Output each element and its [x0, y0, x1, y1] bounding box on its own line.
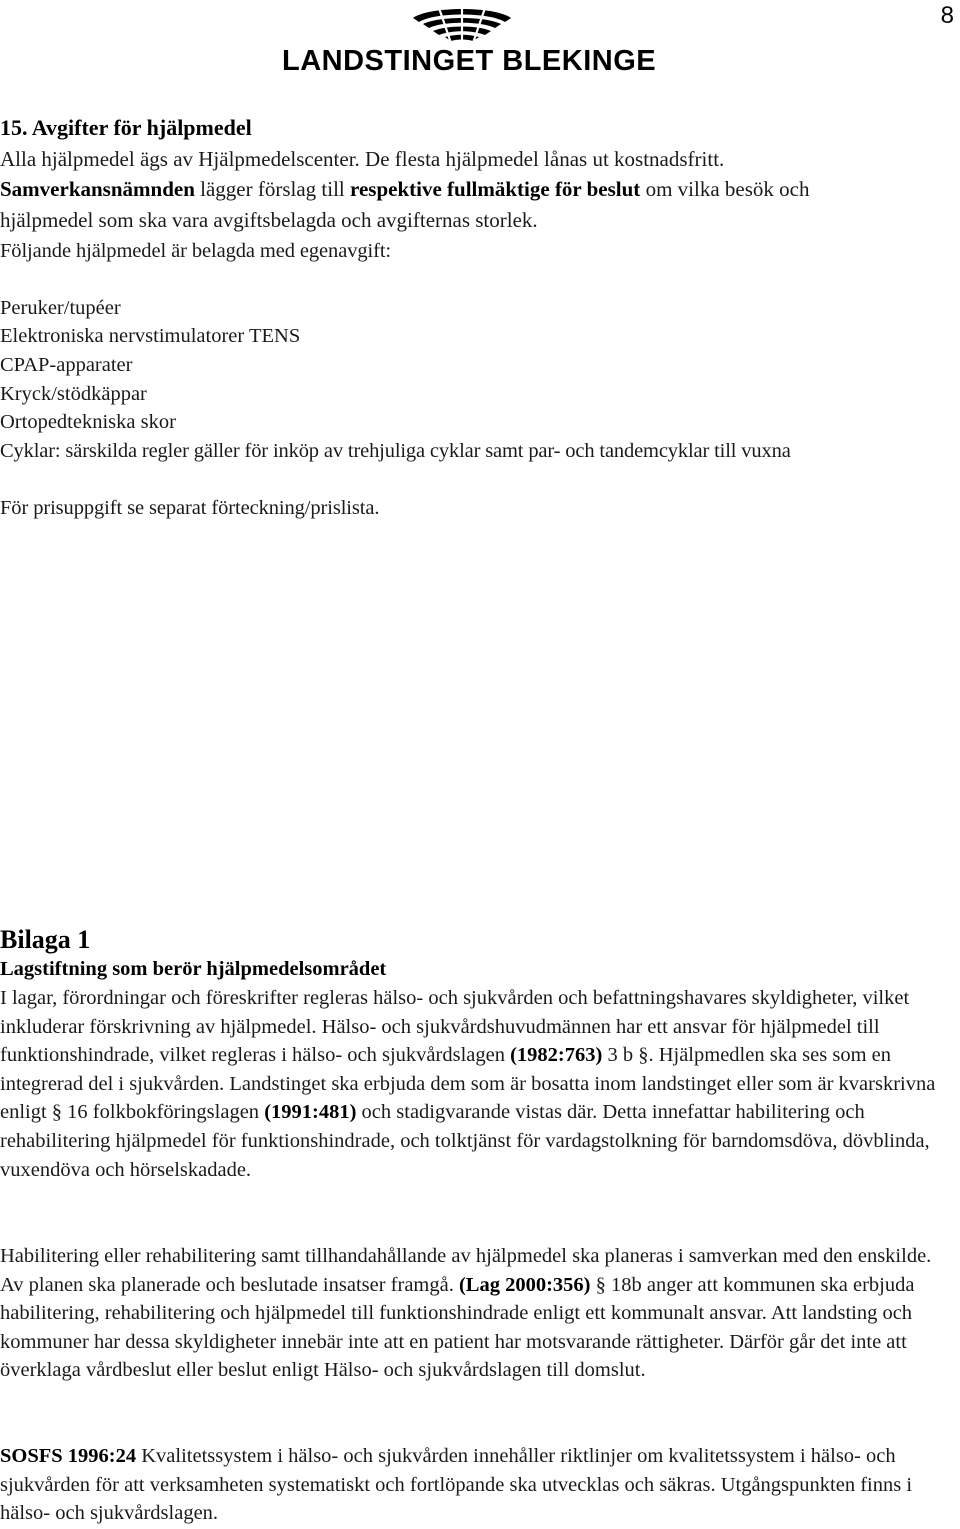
bilaga-subtitle: Lagstiftning som berör hjälpmedelsområdet	[0, 958, 387, 980]
list-item: Peruker/tupéer	[0, 297, 121, 319]
p1-text-d: och stadigvarande vistas där. Detta innefattar habilitering och rehabilitering hjälpmedel för funktionshindrade, och tolktjänst för vardagstolkning för barndomsdöva, dövblinda, vuxendöva och hörselskadade.	[0, 1101, 930, 1181]
p1-text-c: 3 b §. Hjälpmedlen ska ses som en integrerad del i sjukvården. Landstinget ska erbjuda dem som är bosatta inom landstinget eller som är kvarskrivna enligt § 16 folkbokföringslagen	[0, 1044, 936, 1124]
p2-text-c: § 18b anger att kommunen ska erbjuda habilitering, rehabilitering och hjälpmedel till funktionshindrade enligt ett kommunalt ansvar. Att landsting och kommuner har dessa skyldigheter innebär inte att en patient har motsvarande rättigheter. Därför går det inte att överklaga vårdbeslut eller beslut enligt Hälso- och sjukvårdslagen till domslut.	[0, 1273, 915, 1382]
bilaga-title: Bilaga 1	[0, 925, 91, 954]
list-item: Elektroniska nervstimulatorer TENS	[0, 325, 301, 347]
sosfs-ref: SOSFS 1996:24	[0, 1445, 137, 1467]
list-item: CPAP-apparater	[0, 354, 133, 376]
list-item: Kryck/stödkäppar	[0, 383, 147, 405]
p1-text-a: I lagar, förordningar och föreskrifter regleras hälso- och sjukvården och befattningshavares skyldigheter, vilket inkluderar förskrivning av hjälpmedel. Hälso- och sjukvårdshuvudmännen har ett ansvar för hjälpmedel till funktionshindrade, vilket regleras i hälso- och sjukvårdslagen	[0, 987, 910, 1067]
bilaga-paragraph-3	[0, 1442, 958, 1528]
law-ref-1991-481: (1991:481)	[264, 1101, 357, 1124]
section-15-heading: 15. Avgifter för hjälpmedel	[0, 115, 252, 140]
samverkansnamnden-term: Samverkansnämnden	[0, 177, 195, 201]
section-15-line-1: Alla hjälpmedel ägs av Hjälpmedelscenter. De flesta hjälpmedel lånas ut kostnadsfritt.	[0, 147, 725, 171]
page-number: 8	[940, 2, 954, 29]
logo-text: LANDSTINGET BLEKINGE	[282, 45, 657, 77]
bilaga-paragraph-2	[0, 1242, 958, 1385]
egenavgift-intro: Följande hjälpmedel är belagda med egenavgift:	[0, 240, 392, 262]
list-item: Cyklar: särskilda regler gäller för inköp av trehjuliga cyklar samt par- och tandemcyklar till vuxna	[0, 440, 791, 462]
fullmaktige-term: respektive fullmäktige för beslut	[350, 177, 641, 201]
list-item: Ortopedtekniska skor	[0, 411, 176, 433]
law-ref-1982-763: (1982:763)	[510, 1044, 603, 1067]
price-note: För prisuppgift se separat förteckning/prislista.	[0, 497, 380, 519]
header-logo	[282, 4, 657, 78]
p2-text-a: Habilitering eller rehabilitering samt tillhandahållande av hjälpmedel ska planeras i samverkan med den enskilde. Av planen ska planerade och beslutade insatser framgå.	[0, 1245, 932, 1296]
line2-middle: lägger förslag till	[194, 177, 351, 201]
law-ref-2000-356: (Lag 2000:356)	[458, 1273, 591, 1296]
section-15-line-3: hjälpmedel som ska vara avgiftsbelagda och avgifternas storlek.	[0, 208, 538, 232]
p3-text-c: Kvalitetssystem i hälso- och sjukvården innehåller riktlinjer om kvalitetssystem i hälso- och sjukvården för att verksamheten systematiskt och fortlöpande ska utvecklas och säkras. Utgångspunkten finns i hälso- och sjukvårdslagen.	[0, 1445, 913, 1525]
section-15-line-2	[0, 175, 958, 204]
bilaga-paragraph-1	[0, 984, 958, 1184]
boat-logo-icon	[409, 4, 515, 44]
line2-end: om vilka besök och	[640, 177, 810, 201]
